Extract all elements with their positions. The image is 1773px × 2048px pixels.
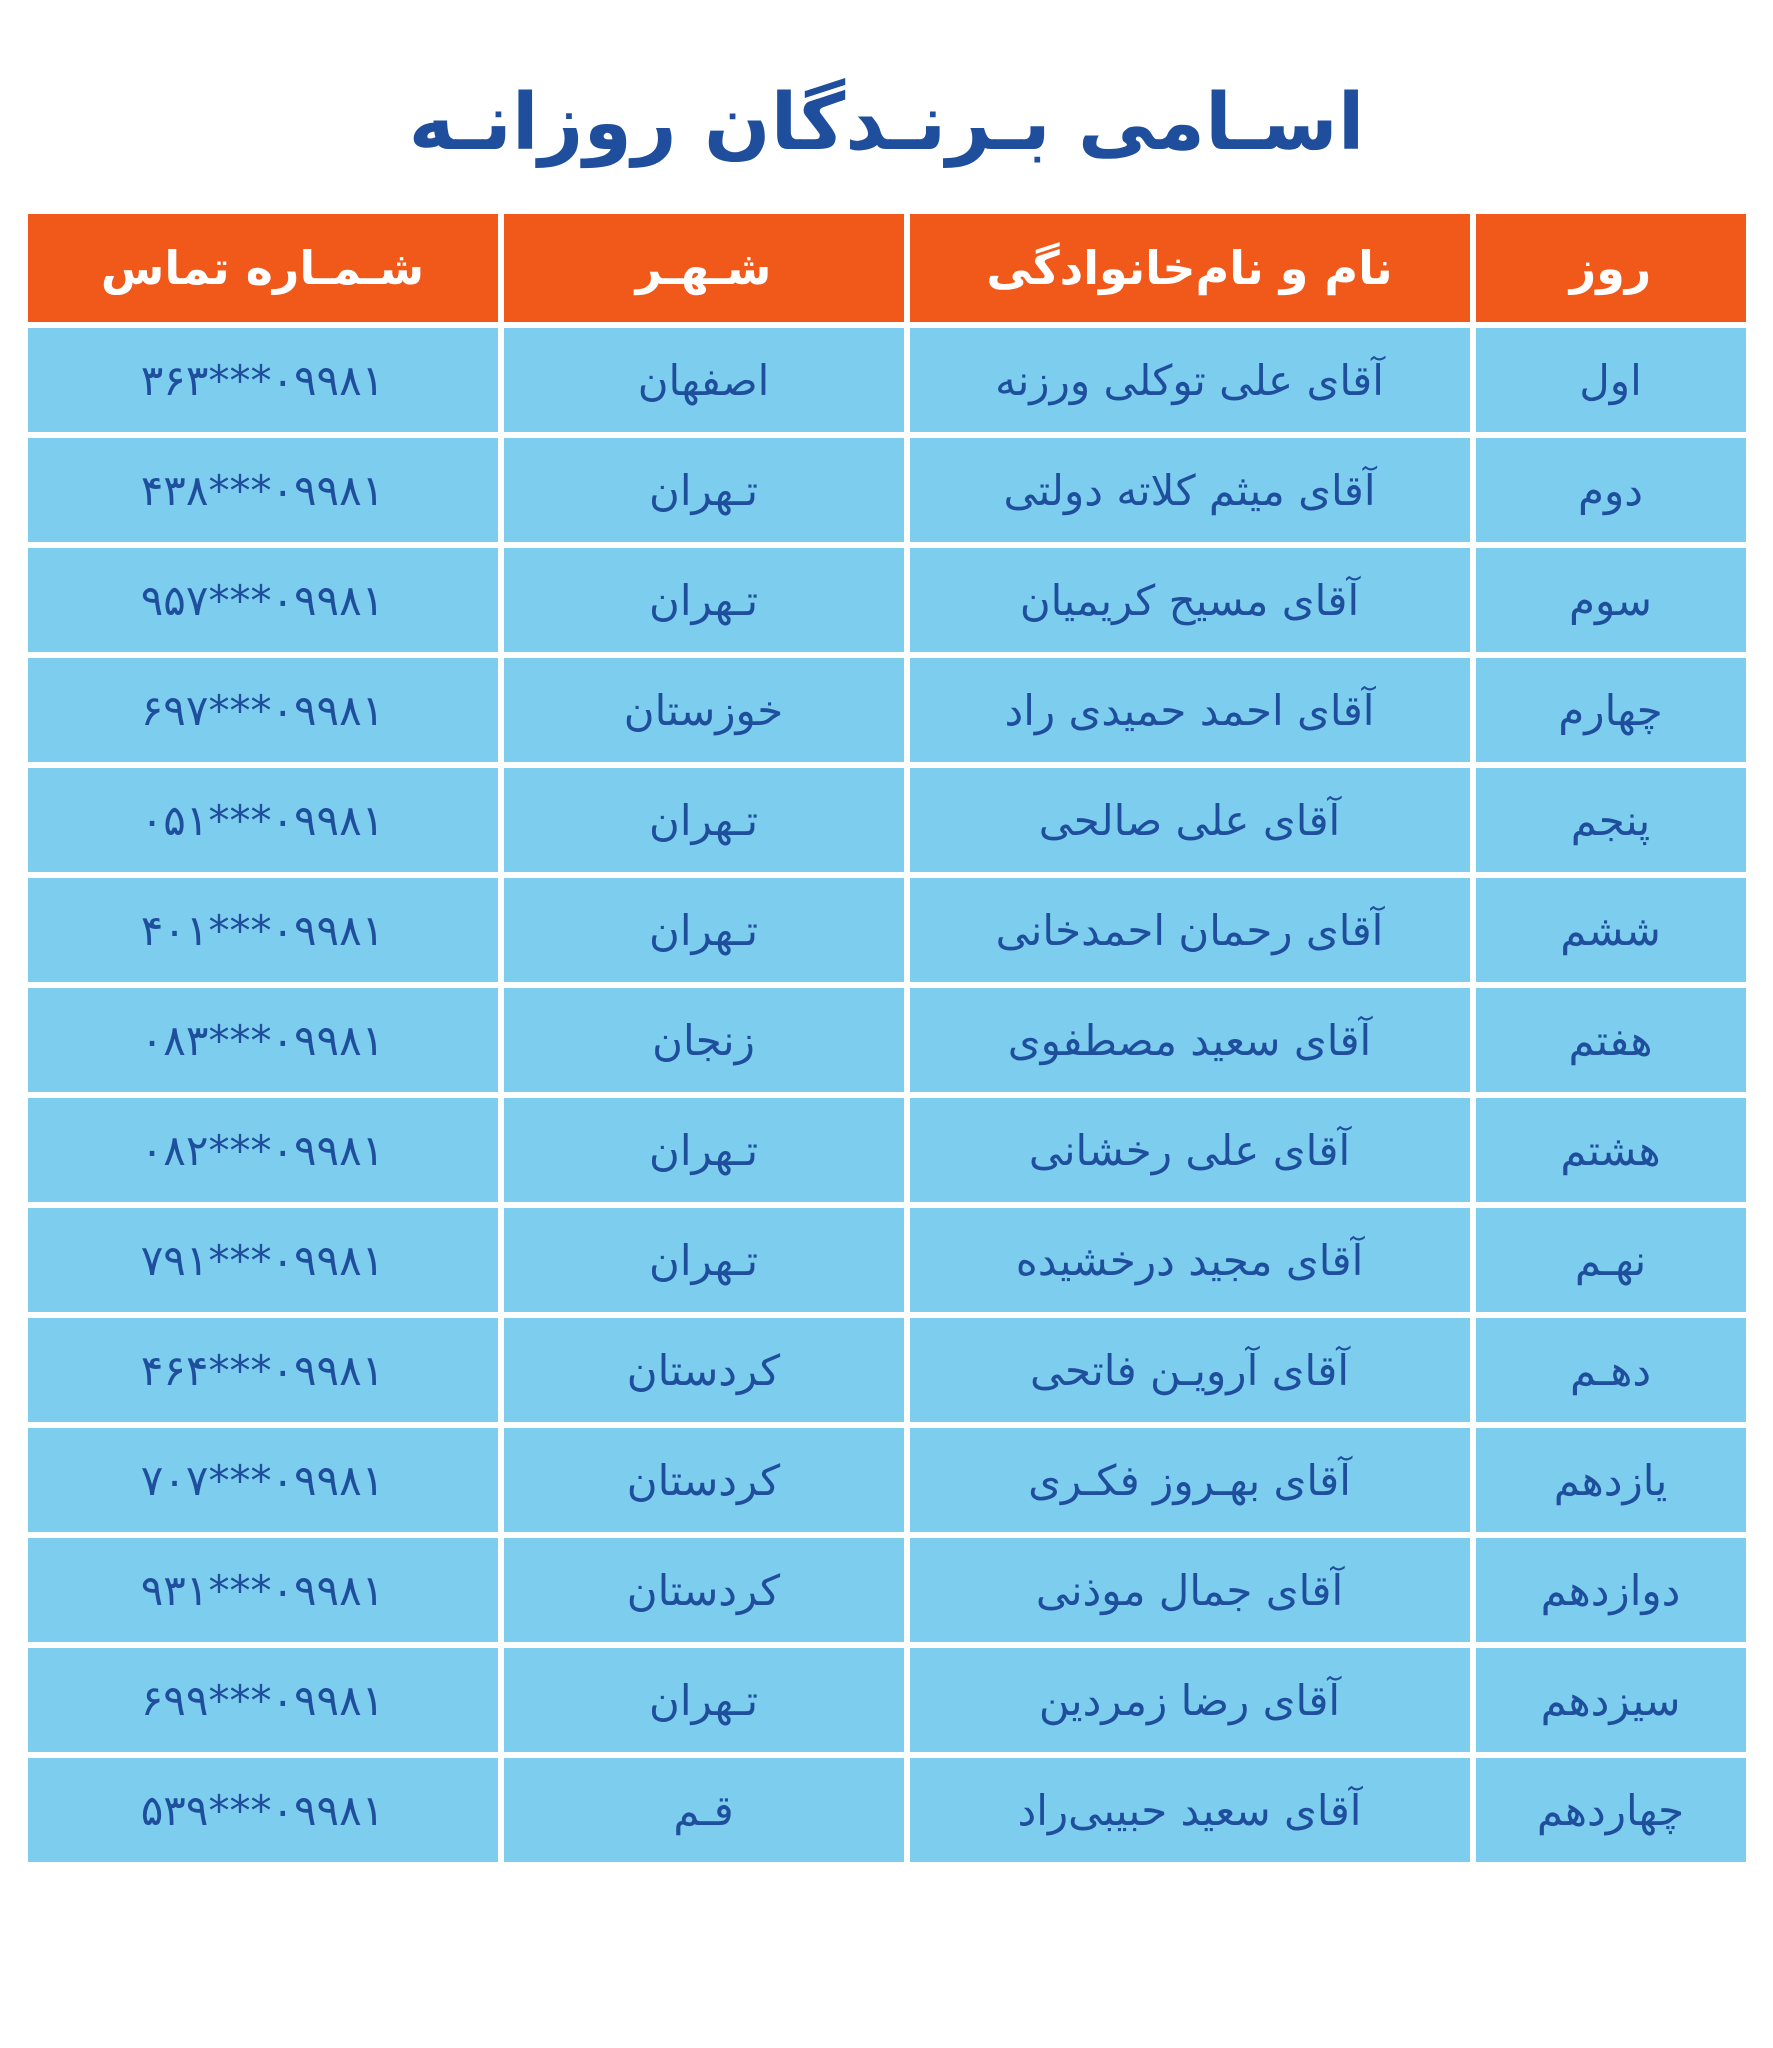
table-row: [28, 438, 1746, 542]
cell-phone: ۰۹۹۸۱***۹۵۷: [28, 548, 498, 652]
cell-phone: ۰۹۹۸۱***۰۸۲: [28, 1098, 498, 1202]
cell-phone: ۰۹۹۸۱***۴۶۴: [28, 1318, 498, 1422]
column-header-city: شـهـر: [504, 214, 904, 322]
cell-day: هفتم: [1476, 988, 1746, 1092]
table-row: [28, 1428, 1746, 1532]
column-header-phone: شـمـاره تماس: [28, 214, 498, 322]
cell-city: کردستان: [504, 1428, 904, 1532]
cell-day: هشتم: [1476, 1098, 1746, 1202]
cell-day: چهارم: [1476, 658, 1746, 762]
table-row: [28, 548, 1746, 652]
cell-city: تـهران: [504, 548, 904, 652]
cell-day: چهاردهم: [1476, 1758, 1746, 1862]
cell-phone: ۰۹۹۸۱***۵۳۹: [28, 1758, 498, 1862]
cell-day: دوازدهم: [1476, 1538, 1746, 1642]
cell-phone: ۰۹۹۸۱***۴۳۸: [28, 438, 498, 542]
cell-city: قـم: [504, 1758, 904, 1862]
table-row: [28, 1318, 1746, 1422]
cell-city: اصفهان: [504, 328, 904, 432]
cell-name: آقای علی صالحی: [910, 768, 1470, 872]
cell-name: آقای میثم کلاته دولتی: [910, 438, 1470, 542]
cell-day: سوم: [1476, 548, 1746, 652]
cell-day: یازدهم: [1476, 1428, 1746, 1532]
cell-city: تـهران: [504, 768, 904, 872]
header-row: [28, 214, 1746, 322]
cell-city: تـهران: [504, 1648, 904, 1752]
cell-phone: ۰۹۹۸۱***۹۳۱: [28, 1538, 498, 1642]
cell-name: آقای رضا زمردین: [910, 1648, 1470, 1752]
table-row: [28, 768, 1746, 872]
cell-city: تـهران: [504, 1208, 904, 1312]
cell-city: خوزستان: [504, 658, 904, 762]
cell-phone: ۰۹۹۸۱***۶۹۹: [28, 1648, 498, 1752]
cell-phone: ۰۹۹۸۱***۷۰۷: [28, 1428, 498, 1532]
table-row: [28, 1758, 1746, 1862]
cell-name: آقای علی توکلی ورزنه: [910, 328, 1470, 432]
cell-city: کردستان: [504, 1538, 904, 1642]
cell-day: پنجم: [1476, 768, 1746, 872]
column-header-name: نام و نام‌خانوادگی: [910, 214, 1470, 322]
cell-city: تـهران: [504, 1098, 904, 1202]
table-row: [28, 328, 1746, 432]
table-row: [28, 1538, 1746, 1642]
table-row: [28, 988, 1746, 1092]
cell-city: زنجان: [504, 988, 904, 1092]
cell-city: کردستان: [504, 1318, 904, 1422]
cell-name: آقای مجید درخشیده: [910, 1208, 1470, 1312]
cell-name: آقای رحمان احمدخانی: [910, 878, 1470, 982]
cell-day: سیزدهم: [1476, 1648, 1746, 1752]
cell-phone: ۰۹۹۸۱***۴۰۱: [28, 878, 498, 982]
cell-name: آقای سعید حبیبی‌راد: [910, 1758, 1470, 1862]
table-row: [28, 1648, 1746, 1752]
cell-day: نهـم: [1476, 1208, 1746, 1312]
cell-day: دوم: [1476, 438, 1746, 542]
page-title: اسـامی بـرنـدگان روزانـه: [408, 78, 1365, 168]
cell-name: آقای جمال موذنی: [910, 1538, 1470, 1642]
table-row: [28, 1208, 1746, 1312]
winners-table: [22, 208, 1752, 1868]
table-row: [28, 1098, 1746, 1202]
table-row: [28, 658, 1746, 762]
cell-city: تـهران: [504, 878, 904, 982]
table-header: [28, 214, 1746, 322]
cell-name: آقای آرویـن فاتحی: [910, 1318, 1470, 1422]
table-row: [28, 878, 1746, 982]
cell-phone: ۰۹۹۸۱***۷۹۱: [28, 1208, 498, 1312]
cell-phone: ۰۹۹۸۱***۰۸۳: [28, 988, 498, 1092]
cell-day: دهـم: [1476, 1318, 1746, 1422]
cell-name: آقای مسیح کریمیان: [910, 548, 1470, 652]
cell-phone: ۰۹۹۸۱***۳۶۳: [28, 328, 498, 432]
table-body: [28, 328, 1746, 1862]
cell-phone: ۰۹۹۸۱***۰۵۱: [28, 768, 498, 872]
cell-name: آقای علی رخشانی: [910, 1098, 1470, 1202]
cell-name: آقای سعید مصطفوی: [910, 988, 1470, 1092]
cell-city: تـهران: [504, 438, 904, 542]
cell-name: آقای بهـروز فکـری: [910, 1428, 1470, 1532]
cell-day: اول: [1476, 328, 1746, 432]
cell-phone: ۰۹۹۸۱***۶۹۷: [28, 658, 498, 762]
column-header-day: روز: [1476, 214, 1746, 322]
cell-name: آقای احمد حمیدی راد: [910, 658, 1470, 762]
cell-day: ششم: [1476, 878, 1746, 982]
